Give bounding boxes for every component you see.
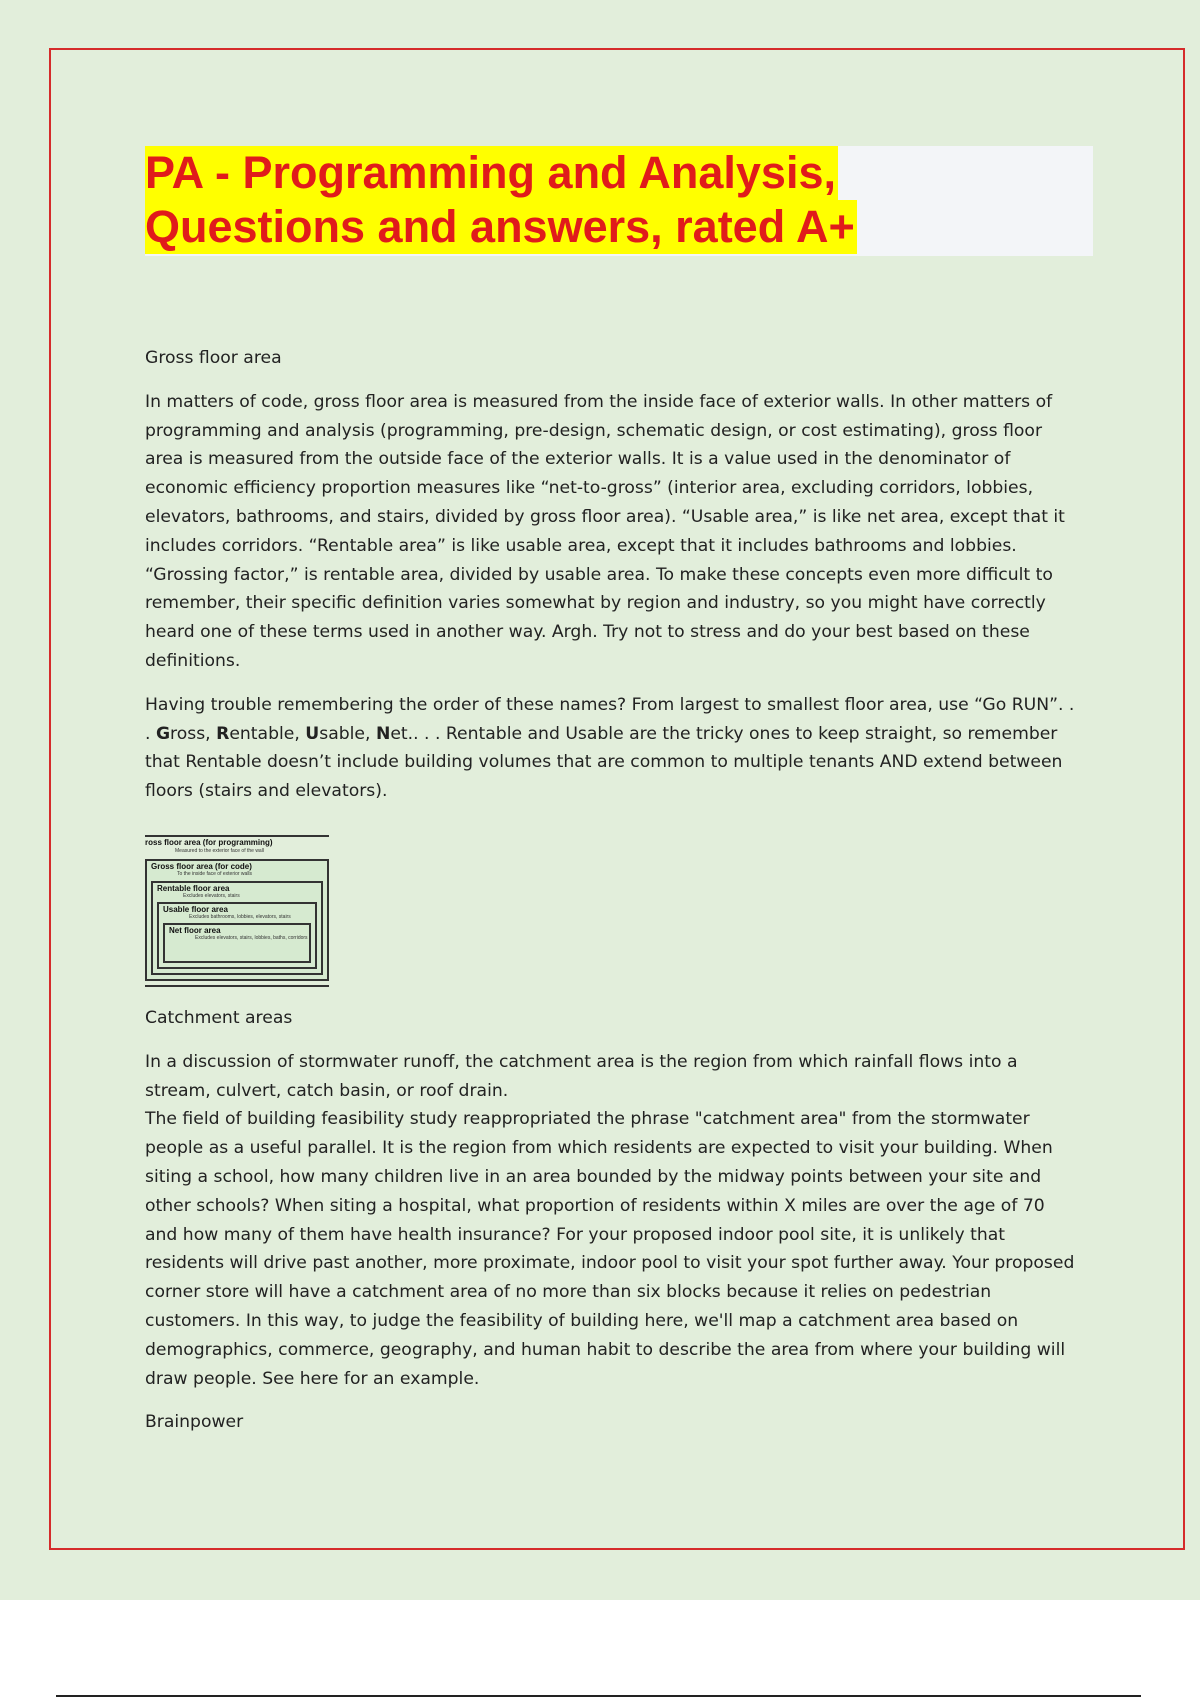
catchment-paragraph-2: The field of building feasibility study reappropriated the phrase "catchment area" from the stormwater people as a useful parallel. It is the region from which residents are expected to visit your building. When siting a school, how many children live in an area bounded by the midway points between your site and other schools? When siting a hospital, what proportion of residents within X miles are over the age of 70 and how many of them have health insurance? For your proposed indoor pool site, it is unlikely that residents will drive past another, more proximate, indoor pool to visit your spot further away. Your proposed corner store will have a catchment area of no more than six blocks because it relies on pedestrian customers. In this way, to judge the feasibility of building here, we'll map a catchment area based on demographics, commerce, geography, and human habit to describe the area from where your building will draw people. See here for an example. xyxy=(145,1109,1075,1389)
gross-floor-area-paragraph-2 xyxy=(145,691,1080,806)
para2-tail: . . . Rentable and Usable are the tricky ones to keep straight, so remember that Rentable doesn’t include building volumes that are common to multiple tenants AND extend between floors (stairs and elevators). xyxy=(145,723,1063,802)
document-title xyxy=(145,146,857,254)
diagram-top-rule xyxy=(145,835,329,837)
para2-lead: Having trouble remembering the order of these names? From largest to smallest floor area, use “Go RUN”. . . xyxy=(145,694,1075,744)
diagram-label-gross-code: Gross floor area (for code) xyxy=(151,862,252,871)
diagram-box-net xyxy=(163,923,311,963)
diagram-box-gross-code xyxy=(145,859,329,981)
gross-floor-area-section xyxy=(145,344,1080,821)
mnemonic-letter-r: R xyxy=(216,723,230,744)
diagram-sublabel-net: Excludes elevators, stairs, lobbies, baths, corridors xyxy=(195,935,308,941)
section-heading-brainpower: Brainpower xyxy=(145,1412,244,1433)
diagram-sublabel-rentable: Excludes elevators, stairs xyxy=(183,893,240,899)
diagram-sublabel-gross-code: To the inside face of exterior walls xyxy=(177,871,253,877)
para2-ross: ross, xyxy=(170,723,217,744)
title-line-1: PA - Programming and Analysis, xyxy=(145,147,836,198)
mnemonic-letter-n: N xyxy=(375,723,391,744)
mnemonic-letter-g: G xyxy=(155,723,171,744)
diagram-box-usable xyxy=(157,902,317,969)
para2-et: et. xyxy=(390,723,414,744)
diagram-bottom-rule xyxy=(145,985,329,987)
para2-entable: entable, xyxy=(229,723,306,744)
floor-area-diagram xyxy=(145,835,330,987)
para2-sable: sable, xyxy=(319,723,376,744)
diagram-box-rentable xyxy=(151,881,323,975)
mnemonic-letter-u: U xyxy=(305,723,320,744)
diagram-label-rentable: Rentable floor area xyxy=(157,884,230,893)
diagram-sublabel-usable: Excludes bathrooms, lobbies, elevators, stairs xyxy=(189,914,291,920)
catchment-paragraph-1: In a discussion of stormwater runoff, the catchment area is the region from which rainfall flows into a stream, culvert, catch basin, or roof drain. xyxy=(145,1051,1018,1101)
diagram-label-net: Net floor area xyxy=(169,926,221,935)
section-heading-gross-floor-area: Gross floor area xyxy=(145,348,282,368)
diagram-label-programming: ross floor area (for programming) xyxy=(145,838,273,847)
diagram-sublabel-programming: Measured to the exterior face of the wall xyxy=(175,848,264,854)
section-heading-catchment-areas: Catchment areas xyxy=(145,1008,293,1028)
gross-floor-area-paragraph-1: In matters of code, gross floor area is measured from the inside face of exterior walls. In other matters of programming and analysis (programming, pre-design, schematic design, or cost estimating), gross floor area is measured from the outside face of the exterior walls. It is a value used in the denominator of economic efficiency proportion measures like “net-to-gross” (interior area, excluding corridors, lobbies, elevators, bathrooms, and stairs, divided by gross floor area). “Usable area,” is like net area, except that it includes corridors. “Rentable area” is like usable area, except that it includes bathrooms and lobbies. “Grossing factor,” is rentable area, divided by usable area. To make these concepts even more difficult to remember, their specific definition varies somewhat by region and industry, so you might have correctly heard one of these terms used in another way. Argh. Try not to stress and do your best based on these definitions. xyxy=(145,391,1065,671)
catchment-section xyxy=(145,1004,1080,1437)
footer-rule xyxy=(56,1695,1141,1697)
diagram-label-usable: Usable floor area xyxy=(163,905,228,914)
title-line-2: Questions and answers, rated A+ xyxy=(145,201,855,252)
